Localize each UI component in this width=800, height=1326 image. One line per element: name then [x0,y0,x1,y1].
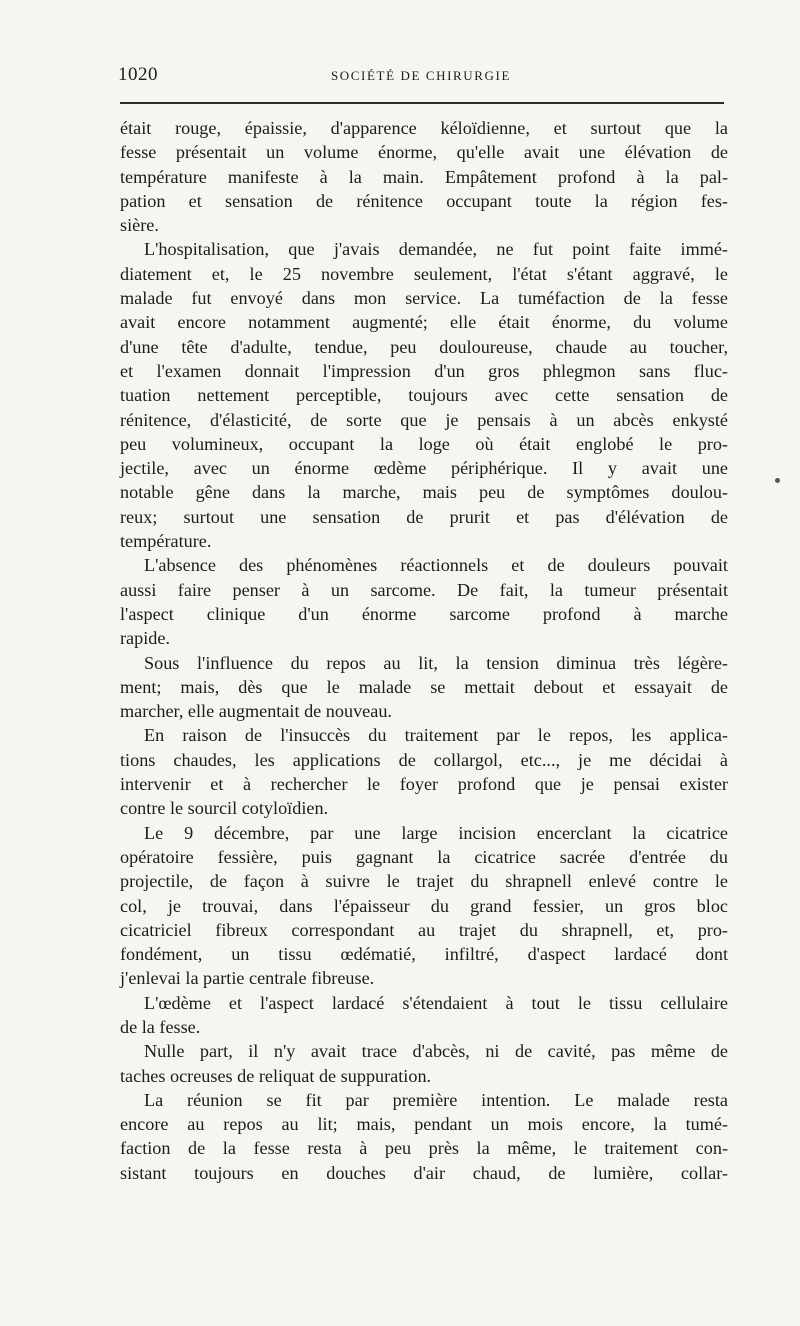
text-line: pation et sensation de rénitence occupant toute la région fes- [120,190,728,211]
text-line: de la fesse. [120,1016,201,1037]
text-line: marcher, elle augmentait de nouveau. [120,701,392,722]
text-line: Le 9 décembre, par une large incision encerclant la cicatrice [144,822,728,843]
text-line: opératoire fessière, puis gagnant la cicatrice sacrée d'entrée du [120,846,728,867]
text-line: fesse présentait un volume énorme, qu'elle avait une élévation de [120,142,728,163]
text-line: rénitence, d'élasticité, de sorte que je pensais à un abcès enkysté [120,409,728,430]
text-line: d'une tête d'adulte, tendue, peu douloureuse, chaude au toucher, [120,336,728,357]
text-line: peu volumineux, occupant la loge où était englobé le pro- [120,433,728,454]
text-line: encore au repos au lit; mais, pendant un mois encore, la tumé- [120,1114,728,1135]
text-line: et l'examen donnait l'impression d'un gros phlegmon sans fluc- [120,360,728,381]
text-line: était rouge, épaissie, d'apparence kéloïdienne, et surtout que la [120,118,728,138]
text-line: tions chaudes, les applications de collargol, etc..., je me décidai à [120,749,728,770]
text-line: sière. [120,215,159,236]
text-line: L'absence des phénomènes réactionnels et de douleurs pouvait [144,555,728,576]
text-line: fondément, un tissu œdématié, infiltré, d'aspect lardacé dont [120,944,728,965]
body-text [120,116,728,1185]
text-line: jectile, avec un énorme œdème périphérique. Il y avait une [120,458,728,479]
text-line: reux; surtout une sensation de prurit et pas d'élévation de [120,506,728,527]
text-line: diatement et, le 25 novembre seulement, l'état s'étant aggravé, le [120,263,728,284]
text-line: taches ocreuses de reliquat de suppuration. [120,1065,432,1086]
text-line: projectile, de façon à suivre le trajet du shrapnell enlevé contre le [120,871,728,892]
text-line: température. [120,531,212,552]
text-line: L'œdème et l'aspect lardacé s'étendaient à tout le tissu cellulaire [144,992,728,1013]
text-line: intervenir et à rechercher le foyer profond que je pensai exister [120,774,728,795]
text-line: j'enlevai la partie centrale fibreuse. [120,968,375,989]
text-line: L'hospitalisation, que j'avais demandée, ne fut point faite immé- [144,239,728,260]
page-header [118,62,724,92]
text-line: col, je trouvai, dans l'épaisseur du grand fessier, un gros bloc [120,895,728,916]
text-line: contre le sourcil cotyloïdien. [120,798,329,819]
text-line: En raison de l'insuccès du traitement par le repos, les applica- [144,725,728,746]
text-line: Sous l'influence du repos au lit, la tension diminua très légère- [144,652,728,673]
text-line: La réunion se fit par première intention. Le malade resta [144,1089,728,1110]
text-line: cicatriciel fibreux correspondant au trajet du shrapnell, et, pro- [120,919,728,940]
text-line: notable gêne dans la marche, mais peu de symptômes doulou- [120,482,728,503]
margin-mark [775,478,780,483]
page-number: 1020 [118,64,158,85]
text-line: malade fut envoyé dans mon service. La tuméfaction de la fesse [120,288,728,309]
text-line: faction de la fesse resta à peu près la même, le traitement con- [120,1138,728,1159]
text-line: Nulle part, il n'y avait trace d'abcès, ni de cavité, pas même de [144,1041,728,1062]
text-line: tuation nettement perceptible, toujours avec cette sensation de [120,385,728,406]
text-line: sistant toujours en douches d'air chaud, de lumière, collar- [120,1162,728,1183]
text-line: température manifeste à la main. Empâtement profond à la pal- [120,166,728,187]
text-line: ment; mais, dès que le malade se mettait debout et essayait de [120,676,728,697]
text-line: aussi faire penser à un sarcome. De fait, la tumeur présentait [120,579,728,600]
text-line: rapide. [120,628,170,649]
header-rule [120,102,724,104]
text-line: avait encore notamment augmenté; elle était énorme, du volume [120,312,728,333]
text-line: l'aspect clinique d'un énorme sarcome profond à marche [120,603,728,624]
running-head: SOCIÉTÉ DE CHIRURGIE [330,68,512,83]
